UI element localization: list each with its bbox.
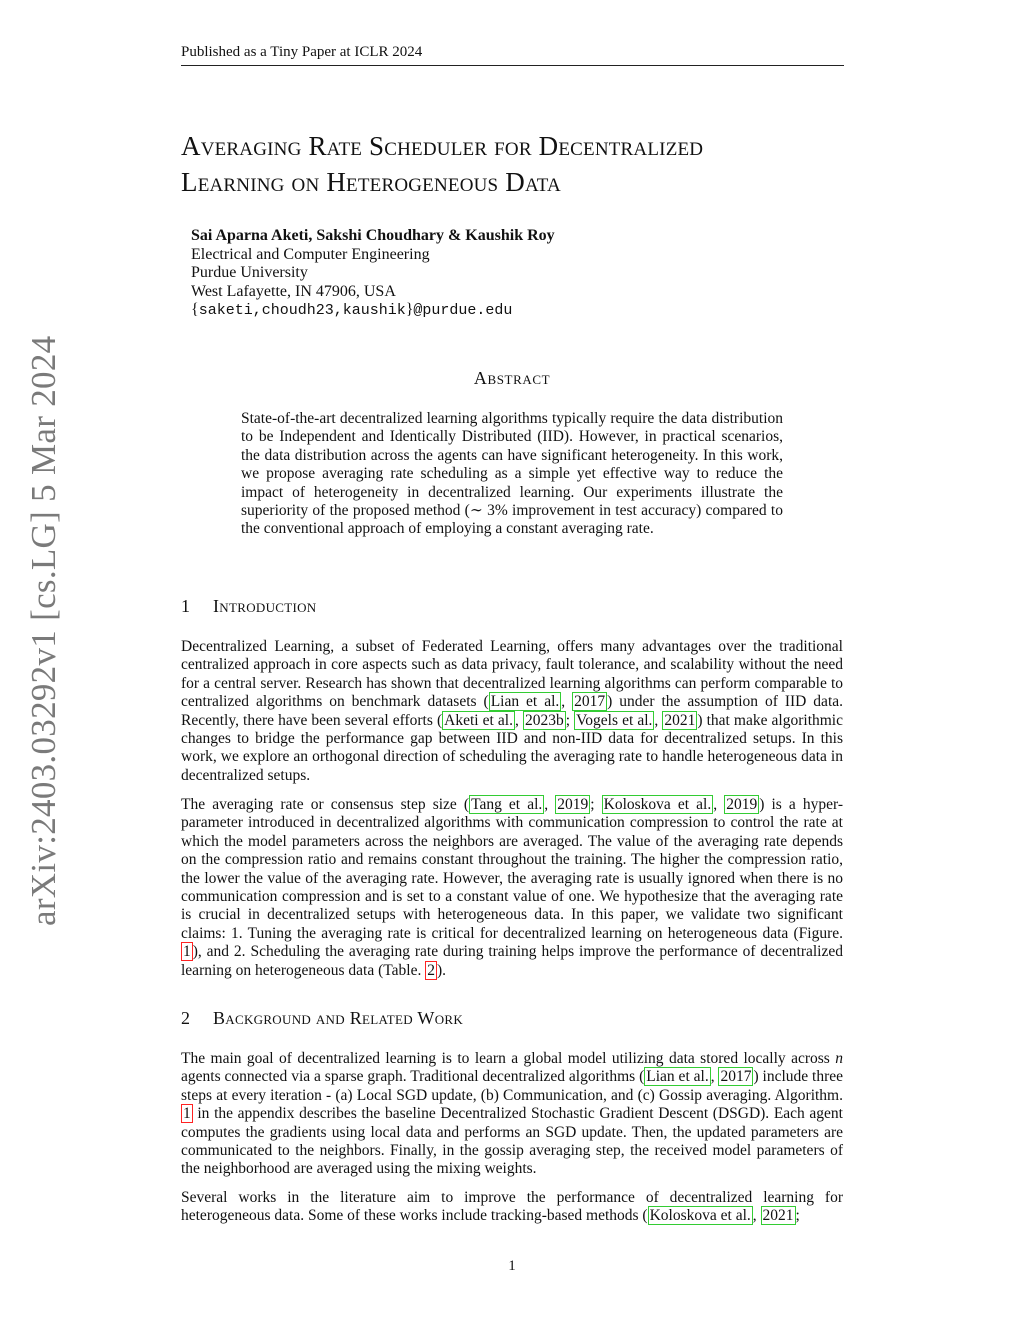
text-run: ; (565, 711, 575, 729)
text-run: ; (590, 796, 602, 813)
paper-title (181, 128, 881, 200)
text-run: , (752, 1207, 761, 1225)
header-rule (181, 65, 844, 66)
text-run: ) is a hyper-parameter introduced in decentralized algorithms with communication compression to control the rate at which the model parameters across the neighbors are averaged. The value of the averaging rate depends on the compression ratio and remains constant throughout the training. The higher the compression ratio, the lower the value of the averaging rate. However, the averaging rate is usually ignored when there is no communication compression and is set to a constant value of one. We hypothesize that the averaging rate is crucial in decentralized setups with heterogeneous data. In this paper, we validate two significant claims: 1. Tuning the averaging rate is critical for decentralized learning on heterogeneous data (Figure. (181, 796, 843, 942)
text-run: ) that make algorithmic changes to bridge the performance gap between IID and non-IID data for decentralized setups. In this work, we explore an orthogonal direction of scheduling the averaging rate to handle heterogeneous data in decentralized setups. (181, 711, 843, 784)
background-paragraph-1 (181, 1050, 843, 1179)
text-run: , (514, 711, 523, 729)
section-title: Background and Related Work (213, 1008, 464, 1028)
citation-link[interactable]: Lian et al. (646, 1068, 709, 1086)
author-department: Electrical and Computer Engineering (191, 245, 430, 263)
text-run: ) under the assumption of IID data. Recently, there have been several efforts ( (181, 693, 844, 729)
abstract-text: State-of-the-art decentralized learning algorithms typically require the data distribution to be Independent and Identically Distributed (IID). However, in practical scenarios, the data distribution across the agents can have significant heterogeneity. In this work, we propose averaging rate scheduling as a simple yet effective way to reduce the impact of heterogeneity in decentralized learning. Our experiments illustrate the superiority of the proposed method (∼ 3% improvement in test accuracy) compared to the conventional approach of employing a constant averaging rate. (241, 410, 783, 538)
email-users: saketi,choudh23,kaushik (198, 302, 406, 319)
citation-link[interactable]: Koloskova et al. (649, 1207, 751, 1225)
text-run: Several works in the literature aim to improve the performance of decentralized learning for heterogeneous data. Some of these works include tracking-based methods ( (181, 1189, 843, 1225)
section-heading-background (181, 1008, 463, 1029)
section-number: 1 (181, 596, 191, 616)
intro-paragraph-2 (181, 796, 843, 980)
algorithm-ref-link[interactable]: 1 (183, 1105, 191, 1123)
citation-link[interactable]: Lian et al. (490, 693, 560, 711)
section-heading-introduction (181, 596, 316, 617)
citation-link[interactable]: Aketi et al. (444, 711, 513, 729)
citation-link[interactable]: 2023b (524, 711, 564, 729)
text-run: , (710, 1068, 719, 1086)
text-run: ). (436, 961, 447, 979)
author-university: Purdue University (191, 264, 308, 281)
text-run: Decentralized Learning, a subset of Federated Learning, offers many advantages over the traditional centralized approach in core aspects such as data privacy, fault tolerance, and scalability without the need for a central server. Research has shown that decentralized learning algorithms can perform comparable to centralized algorithms on benchmark datasets ( (181, 638, 843, 711)
citation-link[interactable]: Tang et al. (471, 796, 543, 813)
figure-ref-link[interactable]: 1 (183, 943, 191, 961)
text-run: , (654, 711, 663, 729)
section-title: Introduction (213, 596, 317, 616)
citation-link[interactable]: 2017 (574, 693, 606, 711)
text-run: in the appendix describes the baseline Decentralized Stochastic Gradient Descent (DSGD). Each agent computes the gradients using local data and performs an SGD update. Then, the updated parameters are communicated to the neighbors. Finally, in the gossip averaging step, the received model parameters of the neighborhood are averaged using the mixing weights. (181, 1105, 843, 1178)
intro-paragraph-1 (181, 638, 843, 785)
text-run: The main goal of decentralized learning is to learn a global model utilizing data stored locally across (181, 1050, 836, 1067)
abstract-heading: Abstract (473, 368, 551, 388)
author-block (191, 227, 555, 321)
citation-link[interactable]: 2019 (726, 796, 758, 813)
title-line-2: Learning on Heterogeneous Data (181, 167, 561, 197)
background-paragraph-2 (181, 1189, 843, 1226)
title-line-1: Averaging Rate Scheduler for Decentralized (181, 131, 704, 161)
author-names: Sai Aparna Aketi, Sakshi Choudhary & Kaushik Roy (191, 227, 555, 244)
citation-link[interactable]: 2021 (664, 711, 696, 729)
section-number: 2 (181, 1008, 191, 1028)
text-run: agents connected via a sparse graph. Traditional decentralized algorithms ( (181, 1068, 645, 1086)
text-run: , (561, 693, 573, 711)
citation-link[interactable]: 2021 (762, 1207, 794, 1225)
text-run: ; (795, 1207, 800, 1225)
email-brace-open: { (191, 301, 199, 318)
arxiv-stamp: arXiv:2403.03292v1 [cs.LG] 5 Mar 2024 (24, 335, 63, 926)
text-run: ) include three steps at every iteration - (a) Local SGD update, (b) Communication, and (c) Gossip averaging. Algorithm. (181, 1068, 844, 1104)
math-variable-n: n (835, 1050, 843, 1067)
author-address: West Lafayette, IN 47906, USA (191, 282, 396, 300)
author-email[interactable] (191, 301, 555, 321)
text-run: , (713, 796, 725, 813)
text-run: The averaging rate or consensus step size ( (181, 796, 470, 813)
citation-link[interactable]: Koloskova et al. (603, 796, 712, 813)
citation-link[interactable]: Vogels et al. (576, 711, 653, 729)
email-domain: @purdue.edu (413, 302, 513, 319)
table-ref-link[interactable]: 2 (427, 961, 435, 979)
running-header: Published as a Tiny Paper at ICLR 2024 (181, 44, 423, 60)
citation-link[interactable]: 2017 (720, 1068, 752, 1086)
text-run: , (544, 796, 556, 813)
text-run: ), and 2. Scheduling the averaging rate during training helps improve the performance of decentralized learning on heterogeneous data (Table. (181, 943, 843, 979)
citation-link[interactable]: 2019 (557, 796, 589, 813)
page-number: 1 (508, 1258, 516, 1274)
email-brace-close: } (405, 301, 414, 318)
